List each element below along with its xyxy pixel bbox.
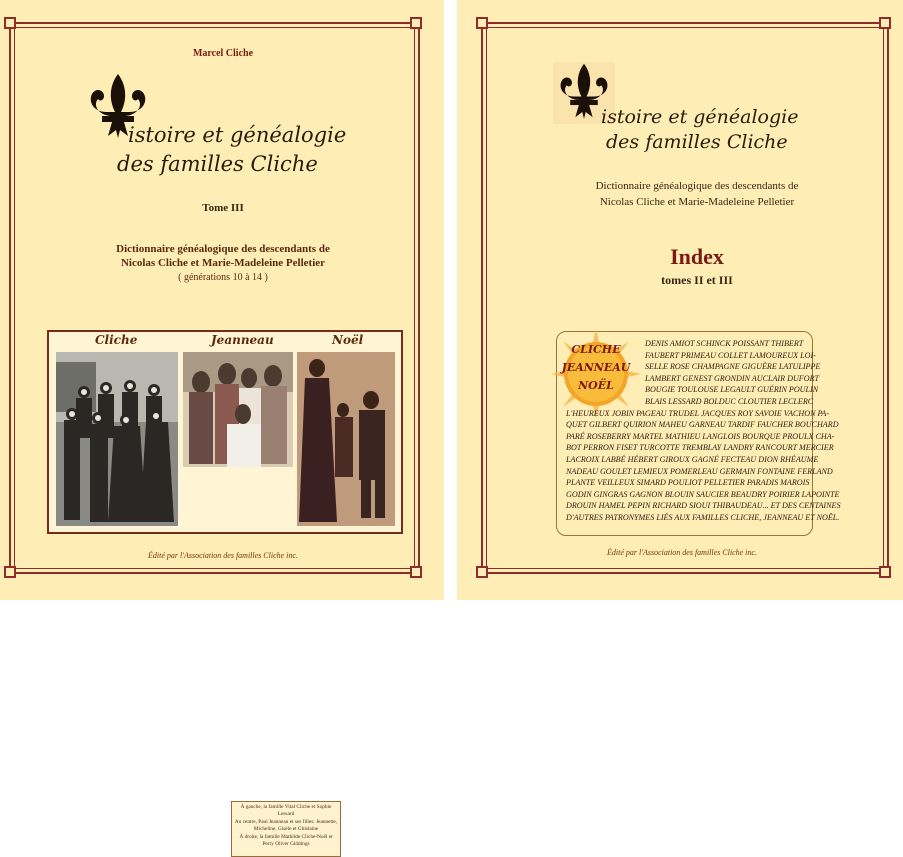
surname-line: GODIN GINGRAS GAGNON BLOUIN SAUCIER BEAUDRY POIRIER LAPOINTE — [566, 489, 840, 499]
cover-title-line2: des familles Cliche — [117, 152, 318, 176]
frame-corner — [476, 566, 488, 578]
index-subtitle: tomes II et III — [661, 273, 733, 287]
photo-header-cliche: Cliche — [95, 333, 138, 347]
frame-corner — [410, 566, 422, 578]
surname-line: D'AUTRES PATRONYMES LIÉS AUX FAMILLES CLICHE, JEANNEAU ET NOËL. — [566, 513, 840, 522]
photo-caption — [231, 801, 341, 857]
frame-corner — [4, 566, 16, 578]
surname-line: NADEAU GOULET LEMIEUX POMERLEAU GERMAIN FONTAINE FERLAND — [566, 466, 833, 476]
noel-family-photo — [297, 352, 395, 526]
surname-line: FAUBERT PRIMEAU COLLET LAMOUREUX LOI- — [645, 350, 816, 360]
surname-line: LACROIX LABBÉ HÉBERT GIROUX GAGNÉ FECTEAU DION RHÉAUME — [566, 455, 819, 464]
frame-corner — [879, 17, 891, 29]
cover-title-line1: istoire et généalogie — [601, 106, 799, 128]
surname-line: LAMBERT GENEST GRONDIN AUCLAIR DUFORT — [645, 373, 820, 383]
left-footer-publisher: Édité par l'Association des familles Cliche inc. — [148, 551, 298, 560]
author-name: Marcel Cliche — [192, 48, 254, 59]
surname-line: SELLE ROSE CHAMPAGNE GIGUÈRE LATULIPPE — [645, 362, 821, 372]
photo-header-jeanneau: Jeanneau — [211, 333, 274, 347]
photo-header-noel: Noël — [332, 333, 364, 347]
surname-line: PARÉ ROSEBERRY MARTEL MATHIEU LANGLOIS BOURQUE PROULX CHA- — [566, 431, 835, 441]
surname-line: PLANTE VEILLEUX SIMARD POULIOT PELLETIER PARADIS MAROIS — [566, 478, 810, 488]
caption-left: À gauche, la famille Vital Cliche et Sophie Lessard — [240, 804, 332, 817]
sun-word-jeanneau: JEANNEAU — [561, 361, 631, 374]
cover-title-line2: des familles Cliche — [606, 131, 788, 153]
cover-title-line1: istoire et généalogie — [128, 123, 347, 147]
jeanneau-family-photo — [183, 352, 293, 467]
caption-right: À droite, la famille Mathilde Cliche-Noël et Perry Oliver Giddings — [239, 834, 333, 847]
surname-line: BOT PERRON FISET TURCOTTE TREMBLAY LANDRY RANCOURT MERCIER — [566, 443, 834, 453]
tome-label: Tome III — [202, 202, 244, 214]
caption-center: Au centre, Paul Jeanneau et ses filles: Jeannette, Micheline, Gisèle et Ghislaine — [234, 819, 338, 832]
sun-word-noel: NOËL — [578, 379, 614, 392]
right-footer-publisher: Édité par l'Association des familles Cliche inc. — [607, 548, 757, 557]
surname-line: DROUIN HAMEL PEPIN RICHARD SIOUI THIBAUDEAU... ET DES CENTAINES — [566, 501, 841, 511]
sun-word-cliche: CLICHE — [571, 343, 621, 356]
frame-corner — [4, 17, 16, 29]
index-title: Index — [670, 244, 724, 269]
subtitle-line2: Nicolas Cliche et Marie-Madeleine Pelletier — [599, 196, 795, 208]
frame-corner — [410, 17, 422, 29]
surname-line: BOUGIE TOULOUSE LEGAULT GUÉRIN POULIN — [645, 385, 819, 395]
frame-corner — [879, 566, 891, 578]
subtitle-line1: Dictionnaire généalogique des descendants de — [595, 180, 799, 192]
generations-label: ( générations 10 à 14 ) — [178, 272, 268, 283]
surname-line: QUET GILBERT QUIRION MAHEU GARNEAU TARDIF FAUCHER BOUCHARD — [566, 420, 839, 430]
subtitle-line1: Dictionnaire généalogique des descendants de — [116, 243, 330, 255]
surname-line: L'HEUREUX JOBIN PAGEAU TRUDEL JACQUES ROY SAVOIE VACHON PA- — [566, 408, 830, 418]
cliche-family-photo — [56, 352, 178, 526]
subtitle-line2: Nicolas Cliche et Marie-Madeleine Pelletier — [120, 257, 326, 269]
surname-line: DENIS AMIOT SCHINCK POISSANT THIBERT — [645, 339, 804, 348]
surname-line: BLAIS LESSARD BOLDUC CLOUTIER LECLERC — [645, 397, 814, 406]
frame-corner — [476, 17, 488, 29]
